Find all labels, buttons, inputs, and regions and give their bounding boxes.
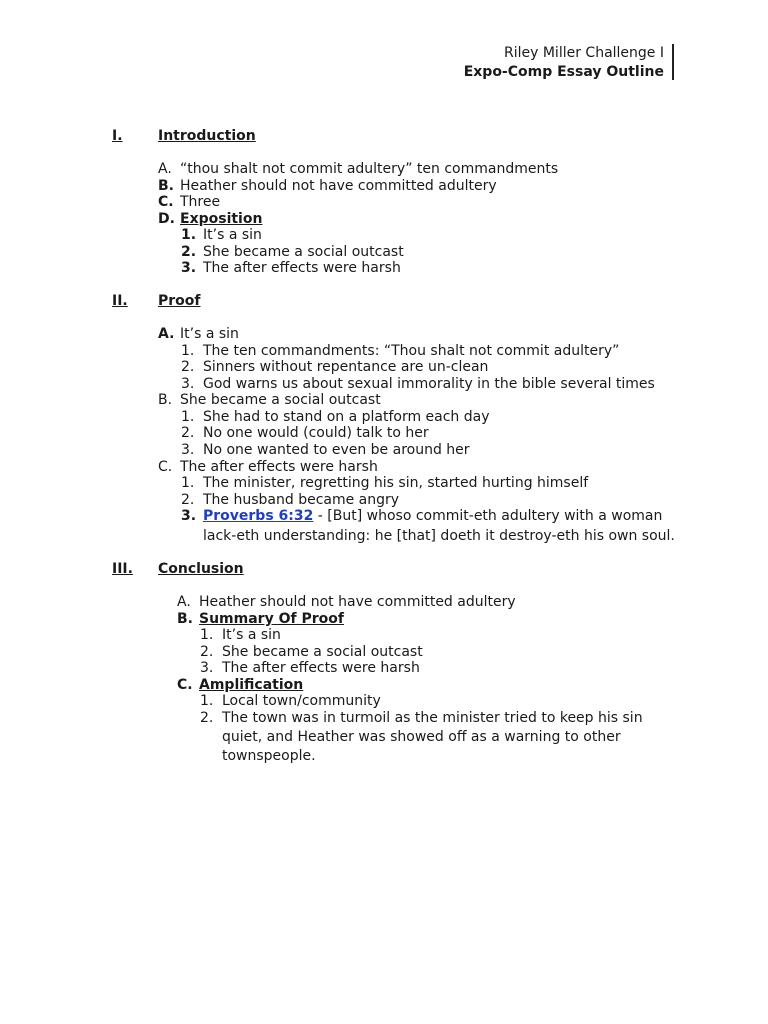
outline-item: B. Summary Of Proof <box>177 611 344 627</box>
outline-item: D. Exposition <box>158 211 263 227</box>
outline-subitem: 1. The ten commandments: “Thou shalt not commit adultery” <box>181 343 620 359</box>
outline-subitem-continuation: quiet, and Heather was showed off as a warning to other <box>222 729 621 745</box>
outline-item: C. Amplification <box>177 677 304 693</box>
outline-subitem: 2. She became a social outcast <box>200 644 423 660</box>
outline-item: A. Heather should not have committed adultery <box>177 594 516 610</box>
outline-subitem: 1. She had to stand on a platform each day <box>181 409 490 425</box>
author-line: Riley Miller Challenge I <box>504 45 664 61</box>
outline-subitem: 3. Proverbs 6:32 - [But] whoso commit-eth adultery with a woman <box>181 508 663 524</box>
outline-subitem: 1. Local town/community <box>200 693 381 709</box>
section-title: Introduction <box>158 128 256 144</box>
outline-subitem: 3. No one wanted to even be around her <box>181 442 470 458</box>
outline-subitem: 3. The after effects were harsh <box>181 260 401 276</box>
outline-subitem: 1. It’s a sin <box>200 627 281 643</box>
section-numeral: II. <box>112 293 128 309</box>
outline-item: A. “thou shalt not commit adultery” ten commandments <box>158 161 559 177</box>
outline-item: B. Heather should not have committed adultery <box>158 178 497 194</box>
outline-subitem-continuation: townspeople. <box>222 748 316 764</box>
outline-subitem: 2. She became a social outcast <box>181 244 404 260</box>
outline-subitem: 1. It’s a sin <box>181 227 262 243</box>
section-numeral: III. <box>112 561 133 577</box>
outline-subitem: 2. Sinners without repentance are un-clean <box>181 359 489 375</box>
outline-item: A. It’s a sin <box>158 326 239 342</box>
section-numeral: I. <box>112 128 123 144</box>
section-title: Conclusion <box>158 561 244 577</box>
outline-subitem-continuation: lack-eth understanding: he [that] doeth it destroy-eth his own soul. <box>203 528 675 544</box>
outline-item: C. The after effects were harsh <box>158 459 378 475</box>
outline-item: C. Three <box>158 194 221 210</box>
outline-subitem: 3. God warns us about sexual immorality in the bible several times <box>181 376 655 392</box>
outline-subitem: 1. The minister, regretting his sin, started hurting himself <box>181 475 589 491</box>
outline-subitem: 2. No one would (could) talk to her <box>181 425 429 441</box>
proverbs-link[interactable]: Proverbs 6:32 <box>203 508 314 524</box>
section-title: Proof <box>158 293 201 309</box>
outline-subitem: 2. The town was in turmoil as the minister tried to keep his sin <box>200 710 643 726</box>
header <box>464 44 664 82</box>
outline-subitem: 3. The after effects were harsh <box>200 660 420 676</box>
outline-subitem: 2. The husband became angry <box>181 492 400 508</box>
header-divider <box>672 44 674 80</box>
outline-item: B. She became a social outcast <box>158 392 381 408</box>
document-title: Expo-Comp Essay Outline <box>463 64 664 80</box>
